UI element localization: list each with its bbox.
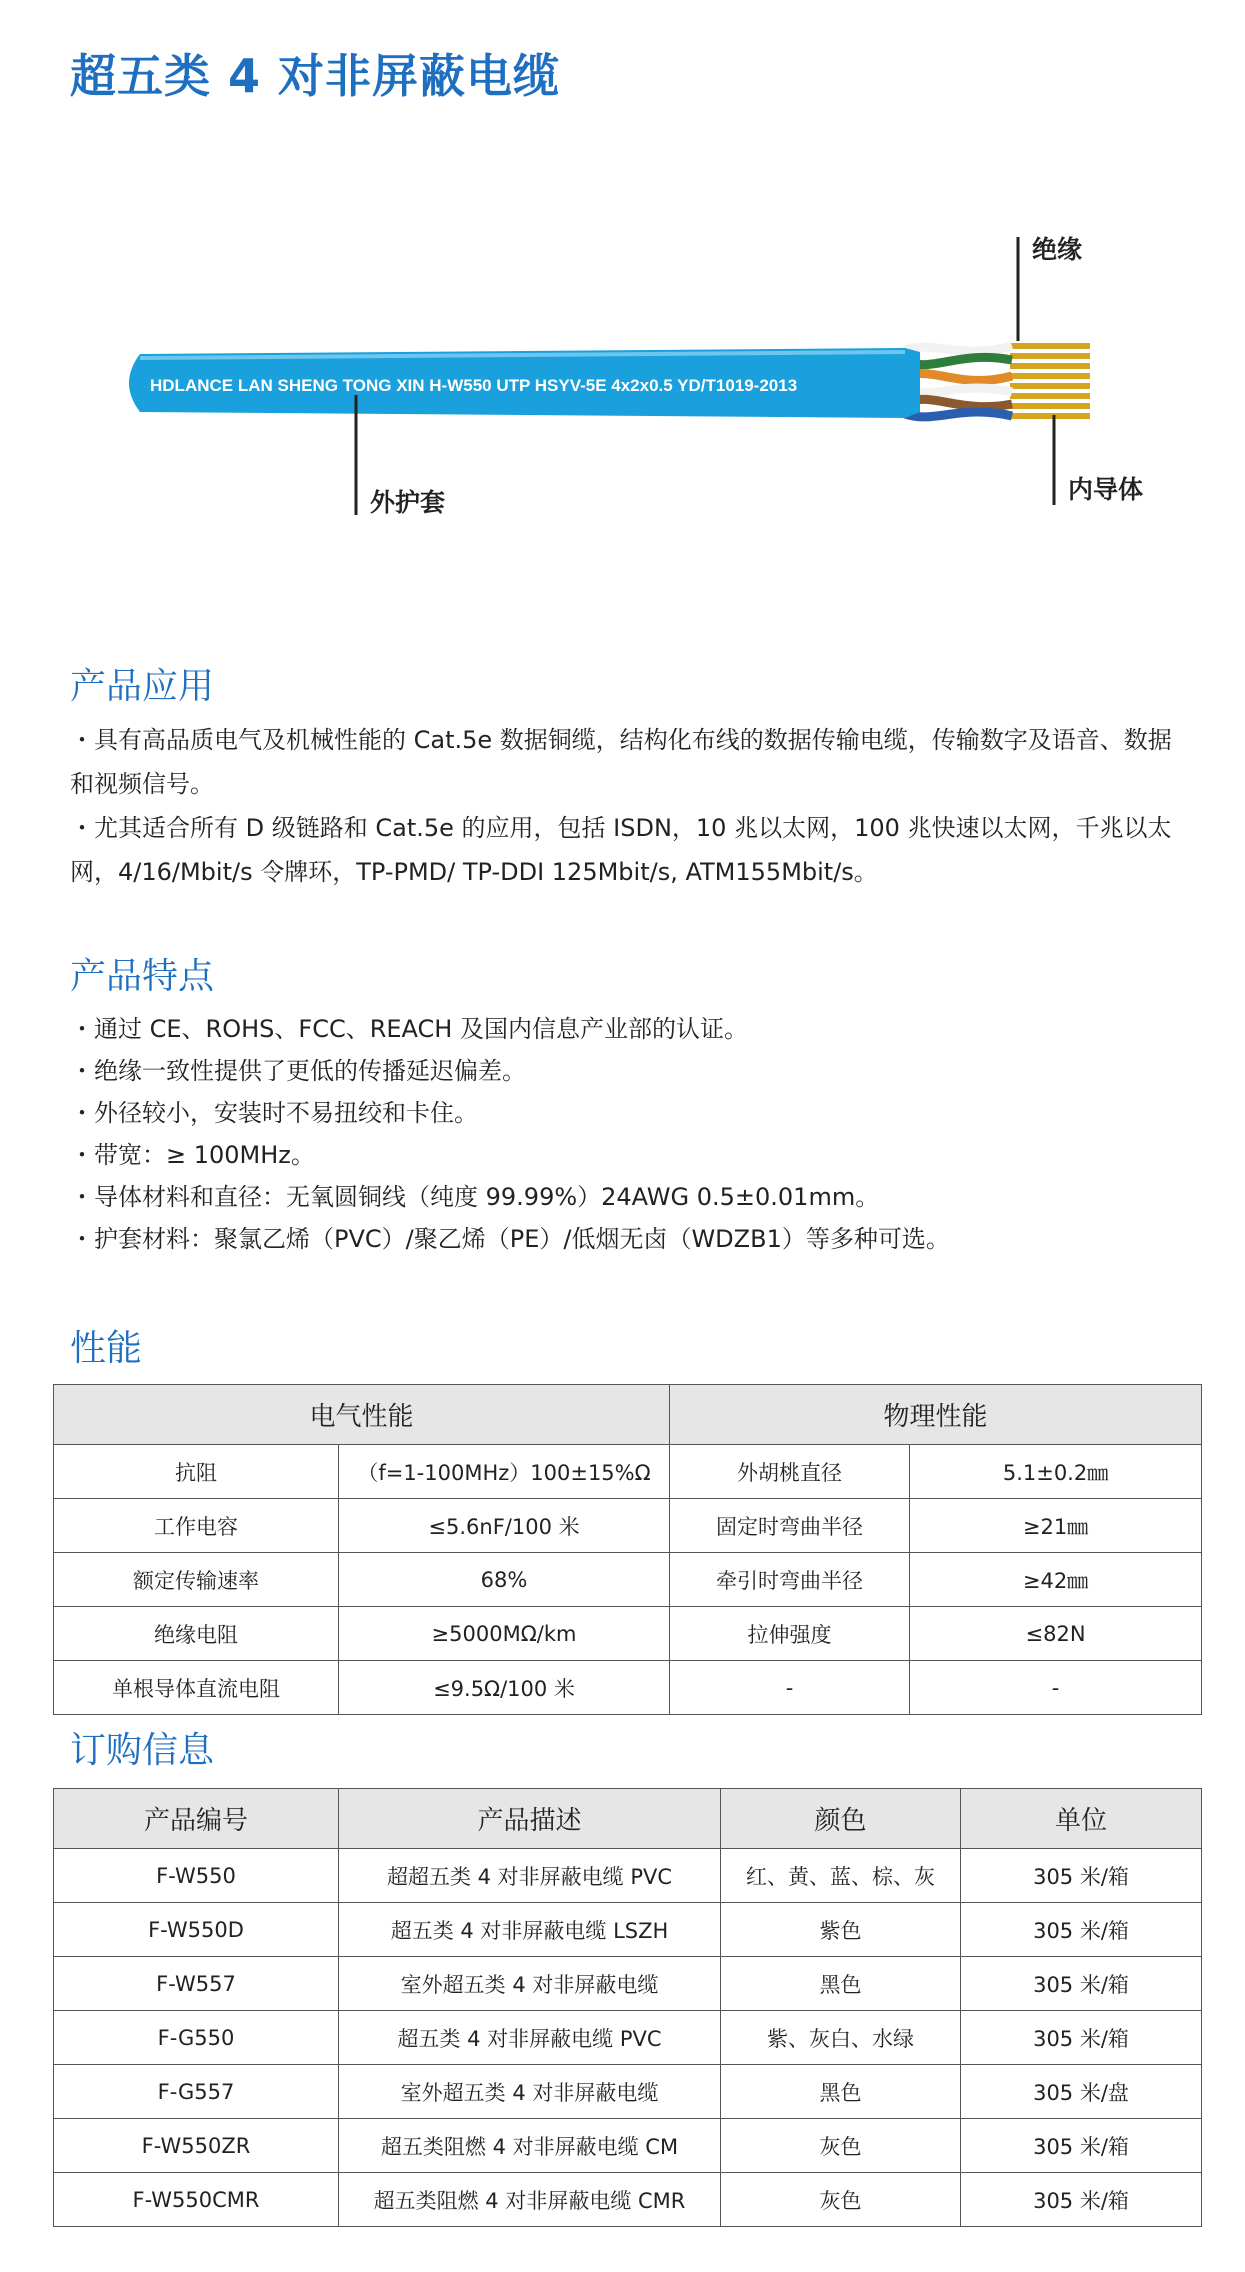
table-cell: 灰色 [721, 2119, 961, 2173]
table-cell: 室外超五类 4 对非屏蔽电缆 [339, 2065, 721, 2119]
table-cell: 额定传输速率 [54, 1553, 339, 1607]
page-title: 超五类 4 对非屏蔽电缆 [70, 49, 561, 103]
header-product-code: 产品编号 [54, 1789, 339, 1849]
table-cell: 黑色 [721, 2065, 961, 2119]
table-cell: 室外超五类 4 对非屏蔽电缆 [339, 1957, 721, 2011]
header-physical: 物理性能 [670, 1385, 1202, 1445]
table-cell: ≤82N [910, 1607, 1202, 1661]
twisted-pairs [905, 346, 1012, 417]
table-cell: 5.1±0.2㎜ [910, 1445, 1202, 1499]
cable-print-text: HDLANCE LAN SHENG TONG XIN H-W550 UTP HSYV-5E 4x2x0.5 YD/T1019-2013 [150, 376, 798, 395]
label-conductor: 内导体 [1068, 475, 1144, 504]
table-cell: - [910, 1661, 1202, 1715]
header-electrical: 电气性能 [54, 1385, 670, 1445]
table-cell: （f=1-100MHz）100±15%Ω [339, 1445, 670, 1499]
table-cell: 固定时弯曲半径 [670, 1499, 910, 1553]
table-cell: ≤9.5Ω/100 米 [339, 1661, 670, 1715]
table-row [54, 2011, 1202, 2065]
table-cell: 红、黄、蓝、棕、灰 [721, 1849, 961, 1903]
table-row [54, 1553, 1202, 1607]
label-jacket: 外护套 [370, 488, 446, 517]
section-performance-heading: 性能 [70, 1328, 143, 1369]
table-cell: 超五类阻燃 4 对非屏蔽电缆 CM [339, 2119, 721, 2173]
table-cell: ≥42㎜ [910, 1553, 1202, 1607]
table-cell: F-W550ZR [54, 2119, 339, 2173]
list-item: ・通过 CE、ROHS、FCC、REACH 及国内信息产业部的认证。 [70, 1015, 748, 1043]
list-item: ・外径较小，安装时不易扭绞和卡住。 [70, 1099, 478, 1127]
table-header-row [54, 1789, 1202, 1849]
table-cell: F-G557 [54, 2065, 339, 2119]
table-cell: 305 米/箱 [961, 1903, 1202, 1957]
ordering-table [53, 1788, 1202, 2227]
conductor-wires [1010, 343, 1090, 419]
table-cell: 305 米/箱 [961, 2173, 1202, 2227]
table-cell: 305 米/箱 [961, 2119, 1202, 2173]
table-cell: 超五类阻燃 4 对非屏蔽电缆 CMR [339, 2173, 721, 2227]
table-cell: 拉伸强度 [670, 1607, 910, 1661]
table-row [54, 1903, 1202, 1957]
table-cell: 305 米/盘 [961, 2065, 1202, 2119]
table-row [54, 1607, 1202, 1661]
table-row [54, 1445, 1202, 1499]
header-product-description: 产品描述 [339, 1789, 721, 1849]
table-row [54, 1849, 1202, 1903]
table-header-row [54, 1385, 1202, 1445]
table-cell: 305 米/箱 [961, 1849, 1202, 1903]
table-cell: 305 米/箱 [961, 1957, 1202, 2011]
table-cell: F-W550D [54, 1903, 339, 1957]
table-row [54, 2173, 1202, 2227]
table-cell: 超五类 4 对非屏蔽电缆 LSZH [339, 1903, 721, 1957]
table-cell: F-W557 [54, 1957, 339, 2011]
table-row [54, 1499, 1202, 1553]
list-item: ・导体材料和直径：无氧圆铜线（纯度 99.99%）24AWG 0.5±0.01mm。 [70, 1183, 880, 1211]
features-list [70, 1008, 1180, 1260]
table-cell: 紫色 [721, 1903, 961, 1957]
header-unit: 单位 [961, 1789, 1202, 1849]
table-cell: 工作电容 [54, 1499, 339, 1553]
list-item: ・绝缘一致性提供了更低的传播延迟偏差。 [70, 1057, 526, 1085]
list-item: ・护套材料：聚氯乙烯（PVC）/聚乙烯（PE）/低烟无卤（WDZB1）等多种可选。 [70, 1225, 950, 1253]
application-paragraph-1: ・具有高品质电气及机械性能的 Cat.5e 数据铜缆，结构化布线的数据传输电缆，传输数字及语音、数据和视频信号。 [70, 726, 1172, 798]
table-row [54, 1661, 1202, 1715]
table-cell: 灰色 [721, 2173, 961, 2227]
application-text [70, 718, 1180, 894]
section-ordering-heading: 订购信息 [70, 1730, 215, 1771]
table-row [54, 2065, 1202, 2119]
table-cell: 紫、灰白、水绿 [721, 2011, 961, 2065]
performance-table [53, 1384, 1202, 1715]
application-paragraph-2: ・尤其适合所有 D 级链路和 Cat.5e 的应用，包括 ISDN，10 兆以太网，100 兆快速以太网，千兆以太网，4/16/Mbit/s 令牌环，TP-PMD/ TP-DDI 125Mbit/s, ATM155Mbit/s。 [70, 814, 1172, 886]
section-features-heading: 产品特点 [70, 956, 215, 997]
label-insulation: 绝缘 [1032, 235, 1083, 264]
table-cell: 牵引时弯曲半径 [670, 1553, 910, 1607]
table-cell: - [670, 1661, 910, 1715]
list-item: ・带宽：≥ 100MHz。 [70, 1141, 315, 1169]
table-cell: F-W550 [54, 1849, 339, 1903]
table-cell: F-G550 [54, 2011, 339, 2065]
table-row [54, 2119, 1202, 2173]
table-row [54, 1957, 1202, 2011]
table-cell: ≥5000MΩ/km [339, 1607, 670, 1661]
cable-diagram [0, 200, 1245, 560]
section-application-heading: 产品应用 [70, 666, 215, 707]
table-cell: 305 米/箱 [961, 2011, 1202, 2065]
table-cell: F-W550CMR [54, 2173, 339, 2227]
table-cell: 黑色 [721, 1957, 961, 2011]
table-cell: 单根导体直流电阻 [54, 1661, 339, 1715]
table-cell: 超超五类 4 对非屏蔽电缆 PVC [339, 1849, 721, 1903]
table-cell: ≤5.6nF/100 米 [339, 1499, 670, 1553]
table-cell: 超五类 4 对非屏蔽电缆 PVC [339, 2011, 721, 2065]
table-cell: 68% [339, 1553, 670, 1607]
table-cell: 绝缘电阻 [54, 1607, 339, 1661]
table-cell: 外胡桃直径 [670, 1445, 910, 1499]
table-cell: 抗阻 [54, 1445, 339, 1499]
table-cell: ≥21㎜ [910, 1499, 1202, 1553]
header-color: 颜色 [721, 1789, 961, 1849]
